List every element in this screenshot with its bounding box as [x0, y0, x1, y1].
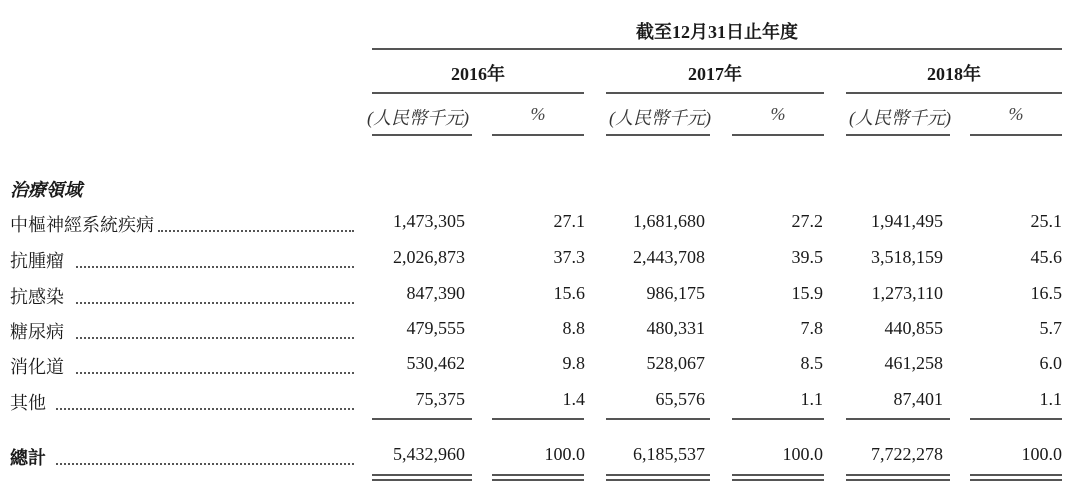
pct-2016: 8.8 [562, 318, 585, 338]
total-2017: 6,185,537 [633, 444, 705, 464]
row-label: 消化道 [10, 357, 64, 377]
subtotal-rule [846, 418, 950, 420]
year-header-2018: 2018年 [927, 64, 981, 84]
pct-2018: 6.0 [1039, 353, 1062, 373]
total-double-rule [970, 474, 1062, 476]
value-2017: 480,331 [646, 318, 705, 338]
pct-2017: 27.2 [791, 211, 823, 231]
subtotal-rule [492, 418, 584, 420]
pct-underline-2016 [492, 134, 584, 136]
value-2017: 65,576 [655, 389, 705, 409]
pct-2016: 27.1 [553, 211, 585, 231]
pct-underline-2017 [732, 134, 824, 136]
unit-underline-2018 [846, 134, 950, 136]
pct-label-2016: % [530, 104, 546, 124]
pct-2017: 8.5 [800, 353, 823, 373]
pct-2017: 15.9 [791, 283, 823, 303]
pct-2018: 1.1 [1039, 389, 1062, 409]
total-pct-2016: 100.0 [544, 444, 585, 464]
unit-label-2018: (人民幣千元) [849, 108, 951, 128]
pct-2016: 1.4 [562, 389, 585, 409]
pct-2018: 25.1 [1030, 211, 1062, 231]
total-double-rule [492, 479, 584, 481]
value-2017: 528,067 [646, 353, 705, 373]
pct-2017: 39.5 [791, 247, 823, 267]
value-2016: 530,462 [406, 353, 465, 373]
year-underline-2016 [372, 92, 584, 94]
dot-leader [76, 302, 354, 304]
year-underline-2018 [846, 92, 1062, 94]
unit-label-2017: (人民幣千元) [609, 108, 711, 128]
total-2016: 5,432,960 [393, 444, 465, 464]
pct-2017: 7.8 [800, 318, 823, 338]
row-label: 糖尿病 [10, 322, 64, 342]
year-header-2016: 2016年 [451, 64, 505, 84]
value-2016: 847,390 [406, 283, 465, 303]
pct-2018: 45.6 [1030, 247, 1062, 267]
pct-2016: 9.8 [562, 353, 585, 373]
row-label: 抗感染 [10, 287, 64, 307]
total-double-rule [846, 479, 950, 481]
subtotal-rule [970, 418, 1062, 420]
pct-2017: 1.1 [800, 389, 823, 409]
pct-2016: 15.6 [553, 283, 585, 303]
value-2018: 461,258 [884, 353, 943, 373]
value-2016: 2,026,873 [393, 247, 465, 267]
subtotal-rule [372, 418, 472, 420]
subtotal-rule [606, 418, 710, 420]
total-double-rule [372, 474, 472, 476]
unit-underline-2016 [372, 134, 472, 136]
dot-leader [158, 230, 354, 232]
value-2016: 75,375 [415, 389, 465, 409]
value-2018: 87,401 [893, 389, 943, 409]
total-double-rule [606, 474, 710, 476]
value-2018: 1,941,495 [871, 211, 943, 231]
total-pct-2017: 100.0 [782, 444, 823, 464]
dot-leader [56, 463, 354, 465]
total-double-rule [970, 479, 1062, 481]
pct-underline-2018 [970, 134, 1062, 136]
unit-underline-2017 [606, 134, 710, 136]
table-title: 截至12月31日止年度 [636, 22, 798, 42]
subtotal-rule [732, 418, 824, 420]
dot-leader [76, 372, 354, 374]
total-double-rule [372, 479, 472, 481]
total-2018: 7,722,278 [871, 444, 943, 464]
value-2018: 1,273,110 [871, 283, 943, 303]
total-double-rule [606, 479, 710, 481]
total-label: 總計 [10, 448, 46, 468]
year-header-2017: 2017年 [688, 64, 742, 84]
value-2018: 440,855 [884, 318, 943, 338]
total-double-rule [732, 479, 824, 481]
row-label: 其他 [10, 393, 46, 413]
total-double-rule [846, 474, 950, 476]
value-2018: 3,518,159 [871, 247, 943, 267]
row-label: 中樞神經系統疾病 [10, 215, 154, 235]
value-2017: 986,175 [646, 283, 705, 303]
value-2016: 1,473,305 [393, 211, 465, 231]
row-label: 抗腫瘤 [10, 251, 64, 271]
dot-leader [76, 266, 354, 268]
value-2017: 2,443,708 [633, 247, 705, 267]
pct-label-2018: % [1008, 104, 1024, 124]
pct-label-2017: % [770, 104, 786, 124]
total-double-rule [732, 474, 824, 476]
total-pct-2018: 100.0 [1021, 444, 1062, 464]
section-title: 治療領域 [10, 180, 82, 200]
title-underline [372, 48, 1062, 50]
year-underline-2017 [606, 92, 824, 94]
dot-leader [56, 408, 354, 410]
value-2017: 1,681,680 [633, 211, 705, 231]
dot-leader [76, 337, 354, 339]
pct-2018: 5.7 [1039, 318, 1062, 338]
total-double-rule [492, 474, 584, 476]
pct-2016: 37.3 [553, 247, 585, 267]
pct-2018: 16.5 [1030, 283, 1062, 303]
value-2016: 479,555 [406, 318, 465, 338]
unit-label-2016: (人民幣千元) [367, 108, 469, 128]
